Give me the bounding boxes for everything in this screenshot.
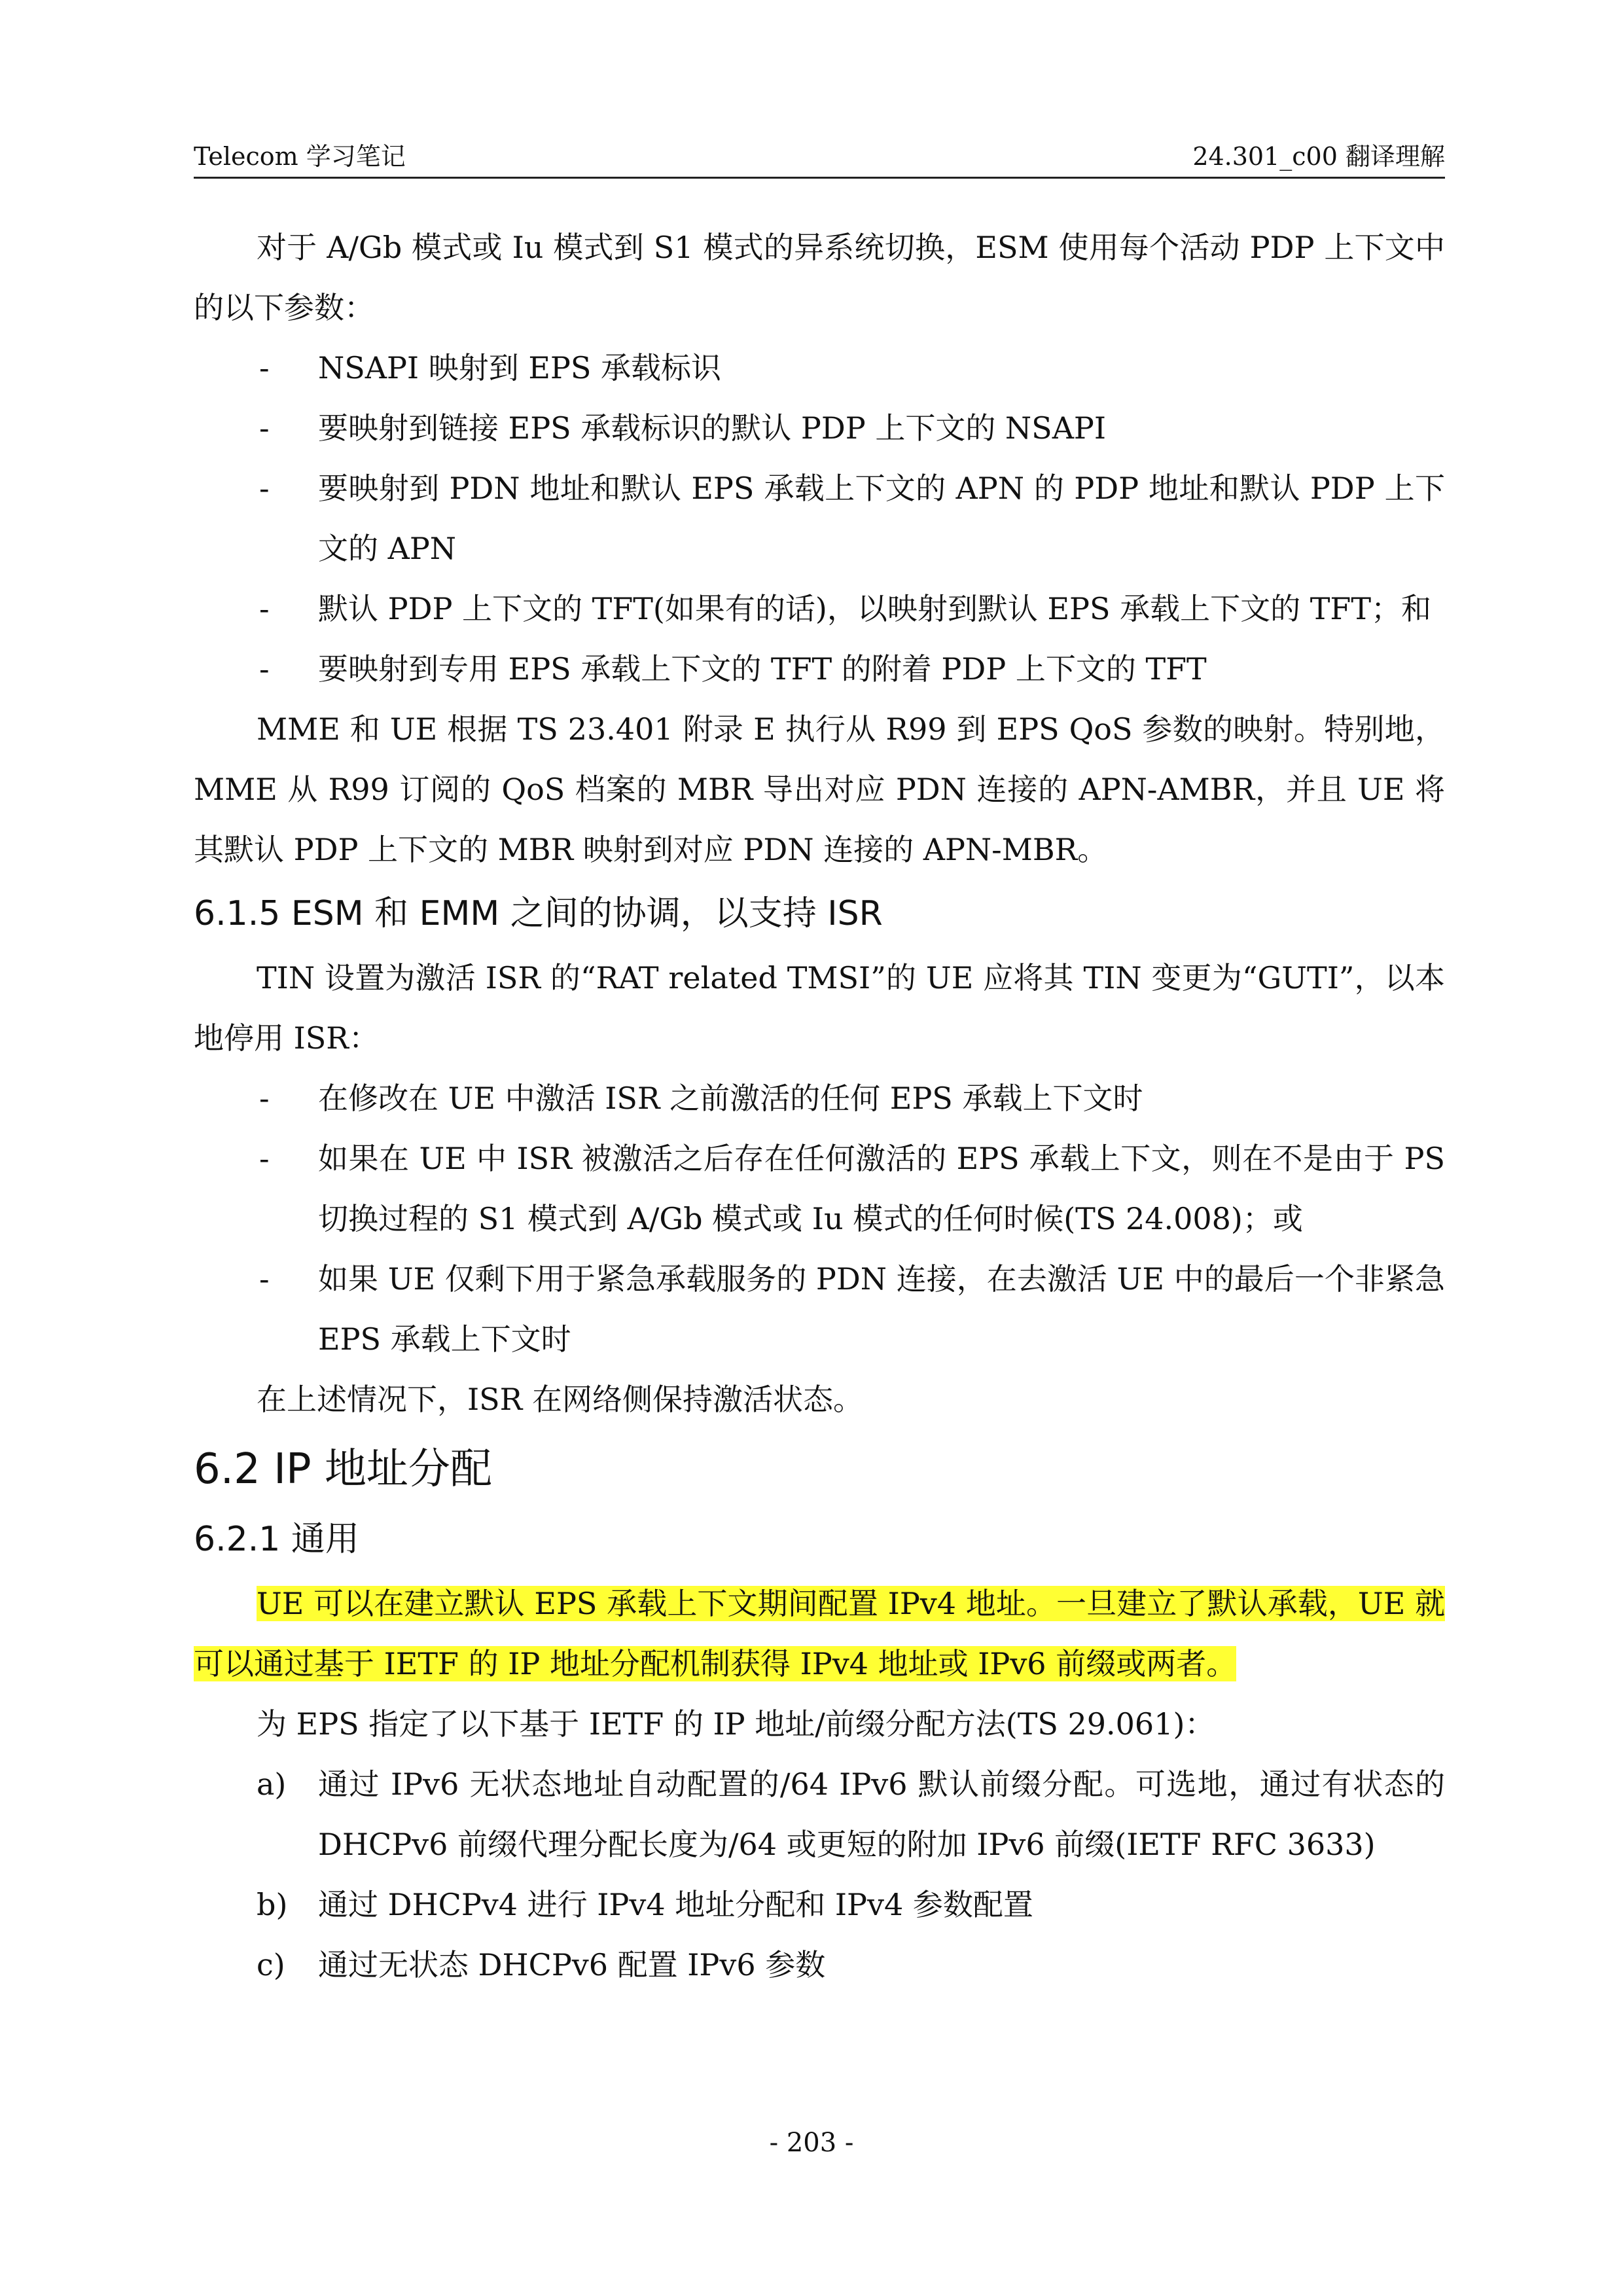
list-item-text: 要映射到专用 EPS 承载上下文的 TFT 的附着 PDP 上下文的 TFT <box>318 651 1207 687</box>
list-item <box>194 458 1445 579</box>
ip-allocation-paragraph: 为 EPS 指定了以下基于 IETF 的 IP 地址/前缀分配方法(TS 29.061)： <box>257 1706 1215 1742</box>
list-marker: - <box>259 591 270 626</box>
page-number: - 203 - <box>769 2128 854 2158</box>
list-item <box>194 1249 1445 1369</box>
list-item <box>194 1128 1445 1249</box>
list-marker: c) <box>257 1947 285 1982</box>
list-item-text: 如果在 UE 中 ISR 被激活之后存在任何激活的 EPS 承载上下文，则在不是由于 PS 切换过程的 S1 模式到 A/Gb 模式或 Iu 模式的任何时候(TS 24.008)；或 <box>318 1141 1445 1236</box>
list-marker: - <box>259 471 270 506</box>
list-marker: - <box>259 651 270 687</box>
section-heading-6-1-5: 6.1.5 ESM 和 EMM 之间的协调，以支持 ISR <box>194 894 883 933</box>
list-item-text: 通过 IPv6 无状态地址自动配置的/64 IPv6 默认前缀分配。可选地，通过有状态的 DHCPv6 前缀代理分配长度为/64 或更短的附加 IPv6 前缀(IETF RFC 3633) <box>318 1767 1445 1862</box>
list-item <box>194 1068 1445 1128</box>
list-item <box>194 639 1445 699</box>
list-item-text: 要映射到链接 EPS 承载标识的默认 PDP 上下文的 NSAPI <box>318 410 1107 446</box>
list-marker: - <box>259 410 270 446</box>
qos-mapping-paragraph: MME 和 UE 根据 TS 23.401 附录 E 执行从 R99 到 EPS QoS 参数的映射。特别地，MME 从 R99 订阅的 QoS 档案的 MBR 导出对应 PDN 连接的 APN-AMBR，并且 UE 将其默认 PDP 上下文的 MBR 映射到对应 PDN 连接的 APN-MBR。 <box>194 711 1445 867</box>
header-title: Telecom 学习笔记 <box>194 142 406 171</box>
list-item <box>194 398 1445 458</box>
list-item-text: 要映射到 PDN 地址和默认 EPS 承载上下文的 APN 的 PDP 地址和默认 PDP 上下文的 APN <box>318 471 1445 566</box>
text-highlight: UE 可以在建立默认 EPS 承载上下文期间配置 IPv4 地址。一旦建立了默认承载，UE 就可以通过基于 IETF 的 IP 地址分配机制获得 IPv4 地址或 IPv6 前缀或两者。 <box>194 1586 1445 1681</box>
intro-paragraph: 对于 A/Gb 模式或 Iu 模式到 S1 模式的异系统切换，ESM 使用每个活动 PDP 上下文中的以下参数： <box>194 230 1445 325</box>
list-item <box>194 338 1445 398</box>
list-item-text: 默认 PDP 上下文的 TFT(如果有的话)，以映射到默认 EPS 承载上下文的 TFT；和 <box>318 591 1432 626</box>
list-marker: - <box>259 1141 270 1176</box>
list-item-text: 通过无状态 DHCPv6 配置 IPv6 参数 <box>318 1947 826 1982</box>
list-item <box>194 1874 1445 1935</box>
isr-summary-paragraph: 在上述情况下，ISR 在网络侧保持激活状态。 <box>257 1382 863 1417</box>
list-marker: - <box>259 1261 270 1297</box>
section-heading-6-2: 6.2 IP 地址分配 <box>194 1445 492 1494</box>
list-marker: - <box>259 350 270 386</box>
page-body <box>194 217 1445 1995</box>
isr-paragraph: TIN 设置为激活 ISR 的“RAT related TMSI”的 UE 应将其 TIN 变更为“GUTI”，以本地停用 ISR： <box>194 960 1445 1056</box>
header-doc-ref: 24.301_c00 翻译理解 <box>1192 142 1445 171</box>
list-item-text: NSAPI 映射到 EPS 承载标识 <box>318 350 722 386</box>
highlighted-paragraph <box>194 1573 1445 1694</box>
list-item <box>194 579 1445 639</box>
list-marker: a) <box>257 1767 287 1802</box>
list-marker: b) <box>257 1887 288 1922</box>
section-heading-6-2-1: 6.2.1 通用 <box>194 1520 359 1559</box>
list-item <box>194 1754 1445 1874</box>
list-item <box>194 1935 1445 1995</box>
list-item-text: 通过 DHCPv4 进行 IPv4 地址分配和 IPv4 参数配置 <box>318 1887 1033 1922</box>
list-item-text: 在修改在 UE 中激活 ISR 之前激活的任何 EPS 承载上下文时 <box>318 1081 1143 1116</box>
list-item-text: 如果 UE 仅剩下用于紧急承载服务的 PDN 连接，在去激活 UE 中的最后一个非紧急 EPS 承载上下文时 <box>318 1261 1445 1357</box>
list-marker: - <box>259 1081 270 1116</box>
page-header <box>194 131 1445 179</box>
